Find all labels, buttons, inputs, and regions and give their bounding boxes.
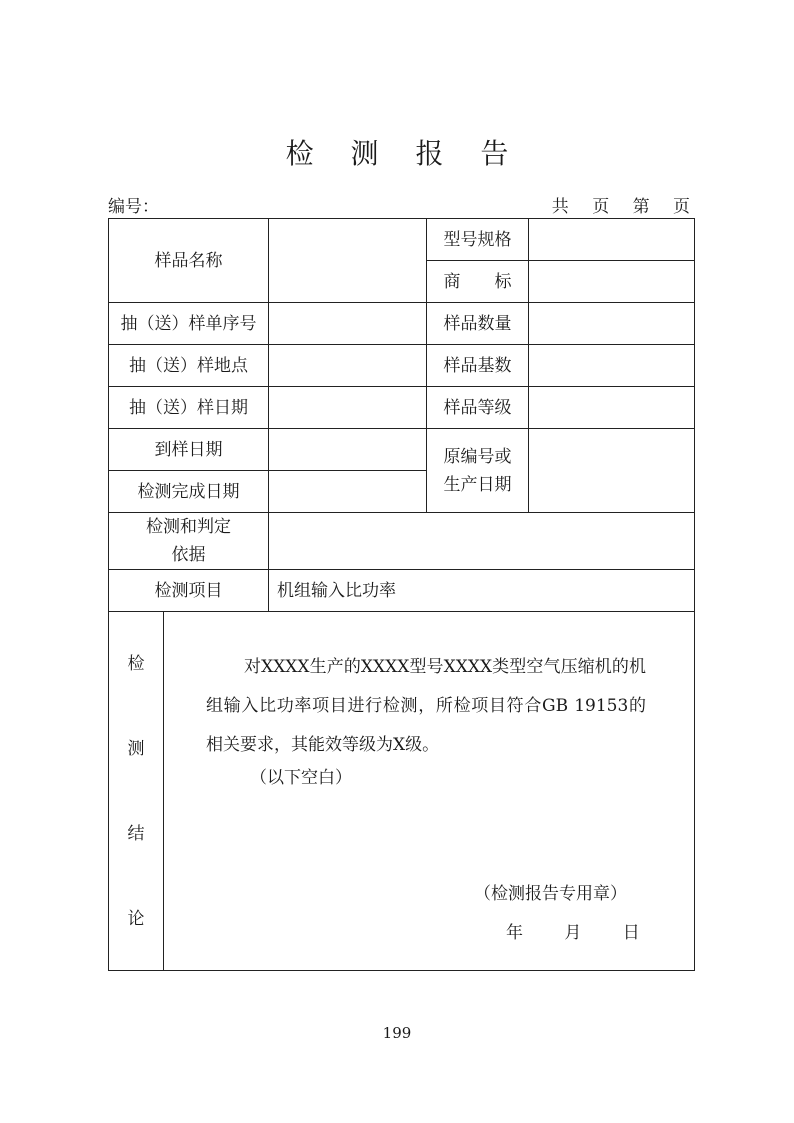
basis-line2: 依据 [171,545,206,565]
sample-location-value [269,345,427,387]
blank-note: （以下空白） [250,768,352,788]
report-number-label: 编号： [108,197,159,217]
conclusion-char: 结 [127,823,145,844]
conclusion-char: 检 [127,653,145,674]
basis-line1: 检测和判定 [146,517,231,537]
sample-base-label: 样品基数 [427,345,529,387]
conclusion-body-cell [164,612,695,971]
original-no-label [427,429,529,513]
sample-quantity-label: 样品数量 [427,303,529,345]
report-title: 检 测 报 告 [285,137,523,170]
conclusion-char: 论 [127,908,145,929]
basis-value [269,513,695,570]
date-line: 年 月 日 [506,923,640,943]
sample-date-label: 抽（送）样日期 [109,387,269,429]
table-row [109,303,695,345]
page-current-label: 第 [632,197,650,217]
arrival-date-value [269,429,427,471]
page-number: 199 [382,1024,412,1042]
conclusion-label [109,621,163,961]
conclusion-label-cell [109,612,164,971]
sample-grade-value [529,387,695,429]
table-row [109,513,695,570]
table-row [109,429,695,471]
page-label-1: 页 [592,197,610,217]
table-row [109,345,695,387]
page-label-2: 页 [673,197,690,217]
sample-order-no-label: 抽（送）样单序号 [109,303,269,345]
original-no-line2: 生产日期 [443,474,512,495]
page-count [534,192,690,217]
model-spec-label: 型号规格 [427,219,529,261]
report-table [108,218,695,971]
sample-name-value [269,219,427,303]
page-total-label: 共 [551,197,569,217]
sample-location-label: 抽（送）样地点 [109,345,269,387]
completion-date-label: 检测完成日期 [109,471,269,513]
sample-date-value [269,387,427,429]
sample-quantity-value [529,303,695,345]
arrival-date-label: 到样日期 [109,429,269,471]
original-no-line1: 原编号或 [443,446,512,467]
original-no-value [529,429,695,513]
seal-note: （检测报告专用章） [474,884,627,904]
trademark-label: 商 标 [427,261,529,303]
test-item-label: 检测项目 [109,570,269,612]
conclusion-row [109,612,695,971]
table-row [109,387,695,429]
table-row [109,570,695,612]
test-item-value: 机组输入比功率 [269,570,695,612]
sample-grade-label: 样品等级 [427,387,529,429]
completion-date-value [269,471,427,513]
sample-order-no-value [269,303,427,345]
table-row [109,219,695,261]
sample-base-value [529,345,695,387]
conclusion-text: 对XXXX生产的XXXX型号XXXX类型空气压缩机的机组输入比功率项目进行检测，所检项目符合GB 19153的相关要求，其能效等级为X级。 [206,657,646,755]
basis-label [109,513,269,570]
conclusion-body [164,612,694,970]
sample-name-label: 样品名称 [109,219,269,303]
conclusion-char: 测 [127,738,145,759]
model-spec-value [529,219,695,261]
trademark-value [529,261,695,303]
